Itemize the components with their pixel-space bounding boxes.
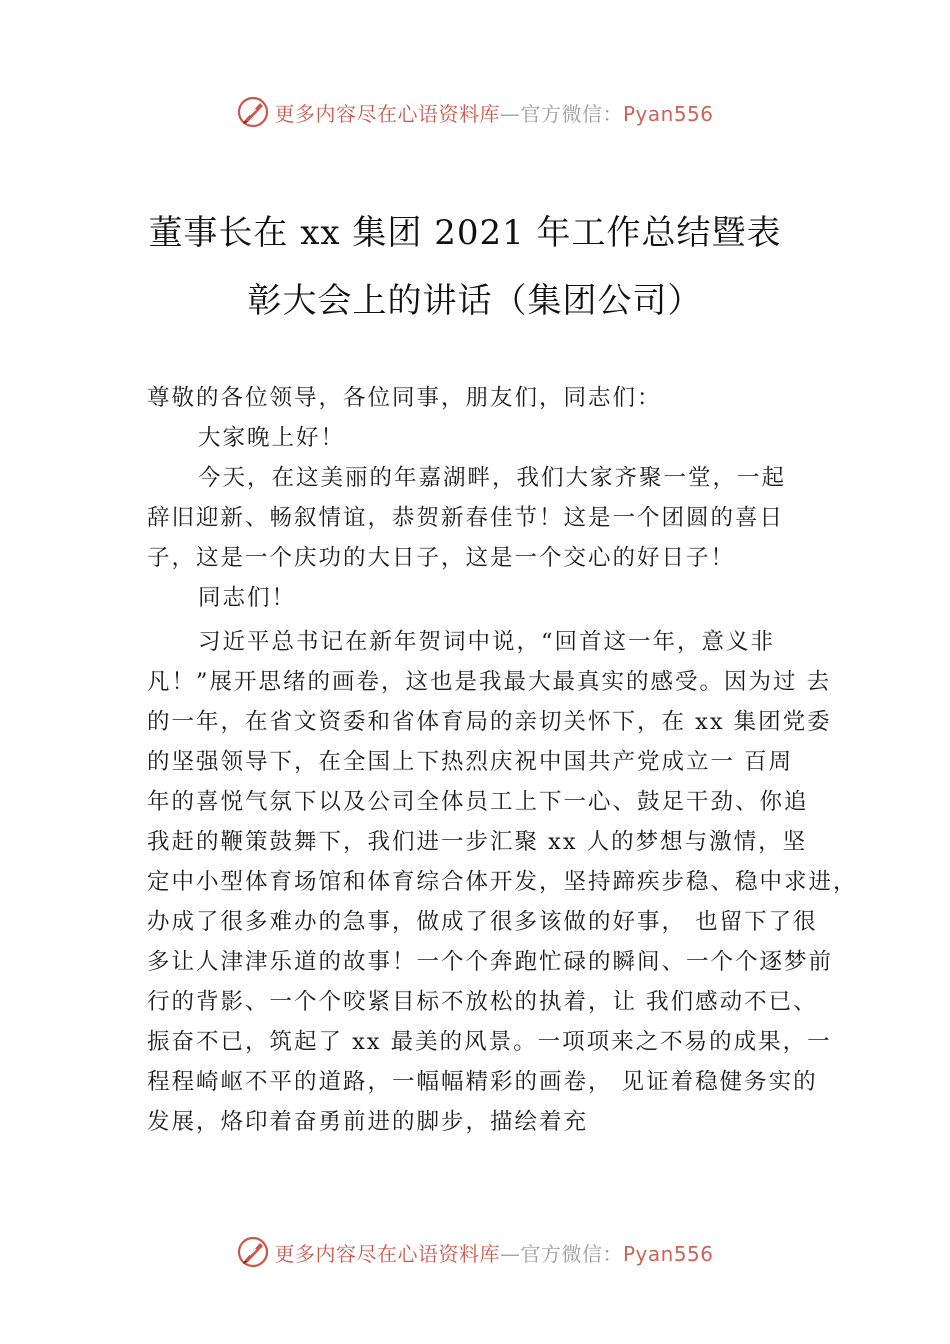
quill-logo-icon bbox=[236, 95, 270, 129]
header-wechat-id: Pyan556 bbox=[622, 101, 714, 126]
paragraph-line: 的坚强领导下，在全国上下热烈庆祝中国共产党成立一 百周 bbox=[147, 749, 794, 775]
paragraph-line: 发展，烙印着奋勇前进的脚步，描绘着充 bbox=[147, 1109, 589, 1135]
footer-wechat-id: Pyan556 bbox=[622, 1241, 714, 1266]
paragraph-line: 辞旧迎新、畅叙情谊，恭贺新春佳节！这是一个团圆的喜日 bbox=[147, 505, 785, 531]
header-banner-text bbox=[274, 98, 713, 127]
paragraph-line: 定中小型体育场馆和体育综合体开发，坚持蹄疾步稳、稳中求进， bbox=[147, 869, 858, 895]
paragraph-line: 我赶的鞭策鼓舞下，我们进一步汇聚 xx 人的梦想与激情，坚 bbox=[147, 829, 808, 855]
paragraph-line: 行的背影、一个个咬紧目标不放松的执着，让 我们感动不已、 bbox=[147, 989, 818, 1015]
footer-watermark-banner bbox=[0, 1232, 950, 1272]
header-wechat-label: 官方微信： bbox=[520, 101, 623, 126]
header-separator: — bbox=[499, 101, 521, 126]
footer-banner-text bbox=[274, 1238, 713, 1267]
paragraph-line: 年的喜悦气氛下以及公司全体员工上下一心、鼓足干劲、你追 bbox=[147, 789, 809, 815]
footer-wechat-label: 官方微信： bbox=[520, 1241, 623, 1266]
paragraph-line: 程程崎岖不平的道路，一幅幅精彩的画卷， 见证着稳健务实的 bbox=[147, 1069, 818, 1095]
paragraph-line: 今天，在这美丽的年嘉湖畔，我们大家齐聚一堂，一起 bbox=[198, 465, 787, 491]
salutation-line: 尊敬的各位领导，各位同事，朋友们，同志们： bbox=[147, 385, 662, 411]
paragraph-line: 的一年，在省文资委和省体育局的亲切关怀下，在 xx 集团党委 bbox=[147, 709, 832, 735]
greeting-line: 大家晚上好！ bbox=[198, 425, 346, 451]
paragraph-line: 多让人津津乐道的故事！一个个奔跑忙碌的瞬间、一个个逐梦前 bbox=[147, 949, 834, 975]
paragraph-line: 振奋不已，筑起了 xx 最美的风景。一项项来之不易的成果，一 bbox=[147, 1029, 832, 1055]
header-brand-text: 更多内容尽在心语资料库 bbox=[274, 101, 500, 126]
paragraph-line: 办成了很多难办的急事，做成了很多该做的好事， 也留下了很 bbox=[147, 909, 818, 935]
footer-brand-text: 更多内容尽在心语资料库 bbox=[274, 1241, 500, 1266]
paragraph-line: 子，这是一个庆功的大日子，这是一个交心的好日子！ bbox=[147, 545, 736, 571]
header-watermark-banner bbox=[0, 92, 950, 132]
document-body bbox=[147, 378, 858, 1142]
document-title-line-2: 彰大会上的讲话（集团公司） bbox=[247, 281, 703, 321]
document-title-line-1: 董事长在 xx 集团 2021 年工作总结暨表 bbox=[148, 213, 782, 253]
paragraph-line: 凡！”展开思绪的画卷，这也是我最大最真实的感受。因为过 去 bbox=[147, 669, 832, 695]
address-line: 同志们！ bbox=[198, 585, 297, 611]
footer-separator: — bbox=[499, 1241, 521, 1266]
quill-logo-icon bbox=[236, 1235, 270, 1269]
paragraph-line: 习近平总书记在新年贺词中说，“回首这一年，意义非 bbox=[198, 629, 776, 655]
